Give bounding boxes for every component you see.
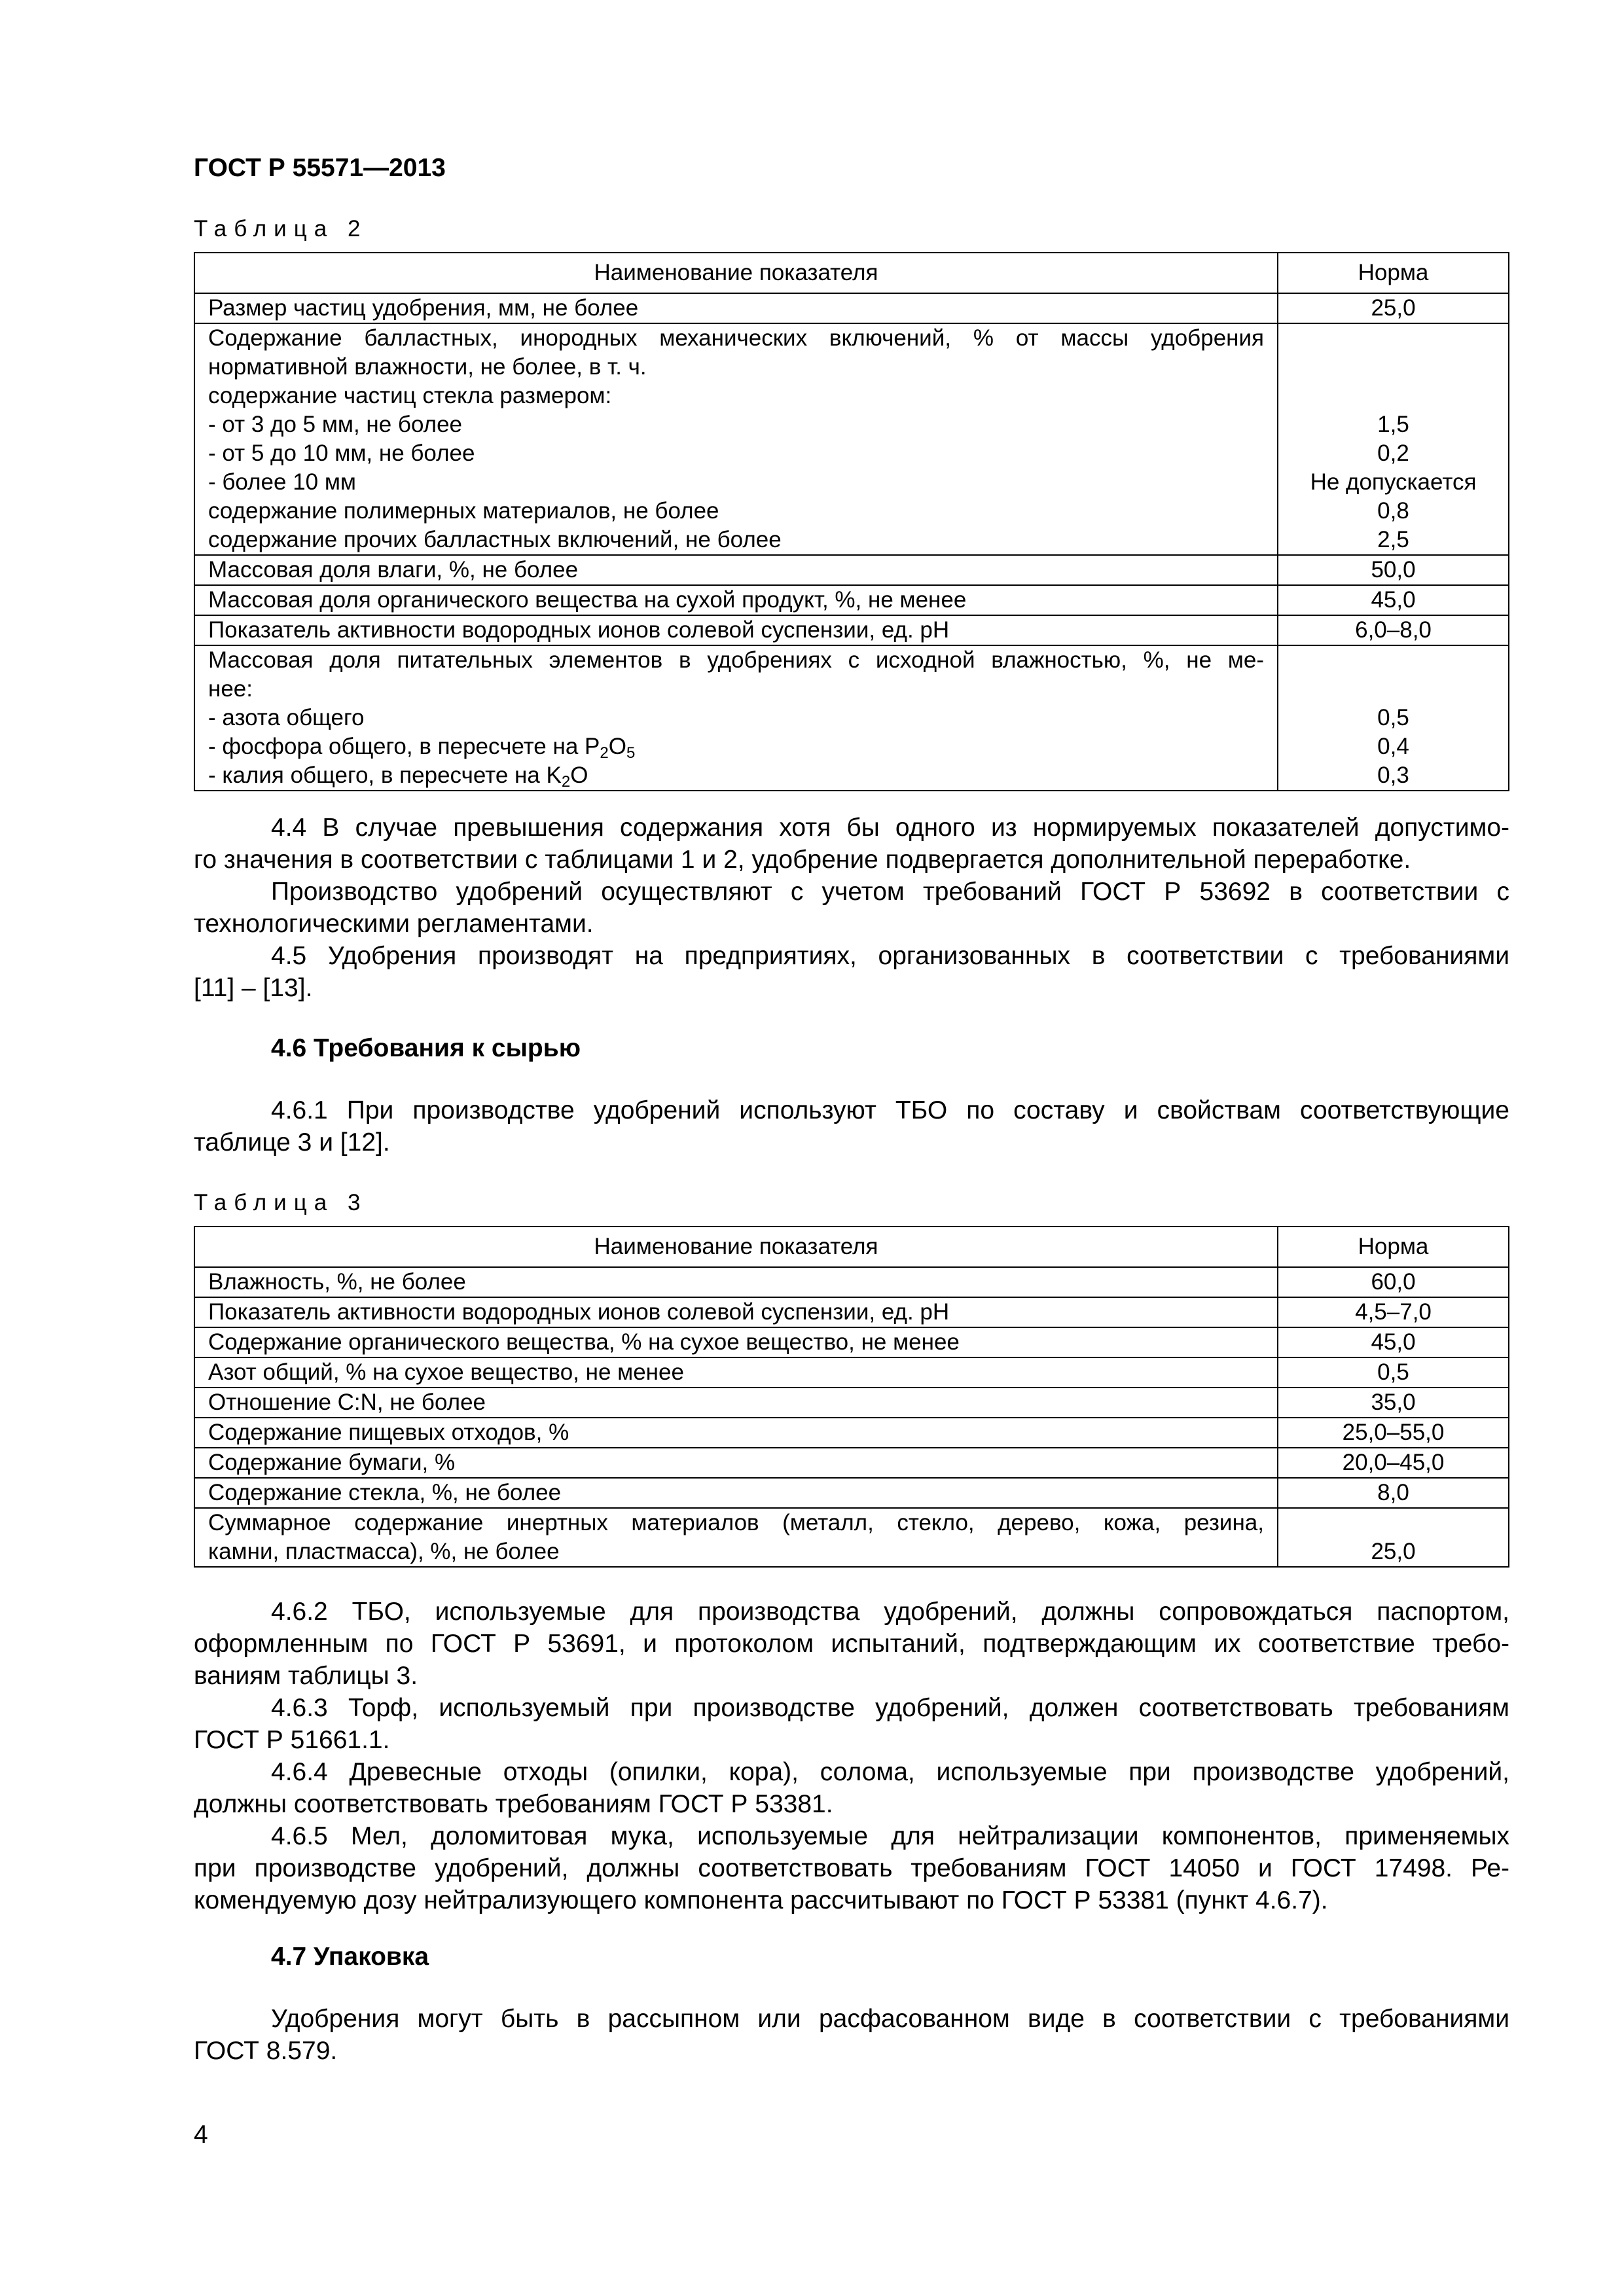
table-row [194, 293, 1509, 323]
norm-value-cell [1278, 1267, 1509, 1297]
norm-value: 0,2 [1377, 440, 1409, 466]
norm-value-cell [1278, 1357, 1509, 1388]
column-header-name: Наименование показателя [194, 1227, 1278, 1267]
norm-value: 50,0 [1371, 557, 1416, 583]
table-2-caption: Таблица 2 [194, 216, 368, 242]
norm-value-cell [1278, 1478, 1509, 1508]
text-line: таблице 3 и [12]. [194, 1128, 390, 1157]
subscript: 5 [626, 744, 636, 762]
text-line: при производстве удобрений, должны соответствовать требованиям ГОСТ 14050 и ГОСТ 17498. Ре- [194, 1854, 1509, 1882]
table-header-row [194, 1227, 1509, 1267]
text-line: Удобрения могут быть в рассыпном или расфасованном виде в соответствии с требованиями [271, 2005, 1509, 2033]
text-line: 4.6.3 Торф, используемый при производстве удобрений, должен соответствовать требованиям [271, 1694, 1509, 1722]
indicator-name-line: - азота общего [208, 705, 365, 730]
text-line: го значения в соответствии с таблицами 1 и 2, удобрение подвергается дополнительной переработке. [194, 846, 1411, 874]
paragraph-production [194, 876, 1509, 940]
norm-value-cell [1278, 293, 1509, 323]
norm-value-cell [1278, 615, 1509, 645]
indicator-name-cell [194, 615, 1278, 645]
text-line: 4.6.1 При производстве удобрений используют ТБО по составу и свойствам соответствующие [271, 1096, 1509, 1124]
formula-text: - калия общего, в пересчете на K [208, 762, 562, 788]
norm-value [1284, 382, 1503, 410]
indicator-name-line: Массовая доля влаги, %, не более [208, 557, 579, 583]
indicator-name-cell [194, 323, 1278, 555]
indicator-name-line: - более 10 мм [208, 469, 356, 495]
section-heading-4-6: 4.6 Требования к сырью [271, 1034, 581, 1062]
table-row [194, 1297, 1509, 1327]
indicator-name-cell [194, 645, 1278, 791]
paragraph-4-6-4 [194, 1756, 1509, 1820]
formula-text: O [608, 734, 626, 759]
indicator-name-cell [194, 1267, 1278, 1297]
indicator-name-line: нормативной влажности, не более, в т. ч. [208, 354, 647, 380]
indicator-name-line: Содержание стекла, %, не более [208, 1480, 562, 1505]
column-header-norm: Норма [1278, 1227, 1509, 1267]
indicator-name-line: Массовая доля органического вещества на сухой продукт, %, не менее [208, 587, 967, 613]
indicator-name-line: - от 3 до 5 мм, не более [208, 412, 463, 437]
table-row [194, 1388, 1509, 1418]
norm-value: 25,0–55,0 [1342, 1420, 1445, 1445]
text-line: Производство удобрений осуществляют с учетом требований ГОСТ Р 53692 в соответствии с [271, 878, 1509, 906]
paragraph-4-6-2 [194, 1596, 1509, 1692]
norm-value: Не допускается [1310, 469, 1477, 495]
norm-value: 45,0 [1371, 1329, 1416, 1355]
paragraph-4-6-1 [194, 1094, 1509, 1158]
indicator-name-cell [194, 1418, 1278, 1448]
norm-value: 0,5 [1377, 705, 1409, 730]
indicator-name-line: содержание частиц стекла размером: [208, 383, 612, 408]
table-row [194, 1267, 1509, 1297]
indicator-name-line: содержание прочих балластных включений, не более [208, 527, 782, 552]
indicator-name-line: Суммарное содержание инертных материалов (металл, стекло, дерево, кожа, резина, [208, 1510, 1264, 1535]
table-row [194, 645, 1509, 791]
table-row [194, 1478, 1509, 1508]
indicator-name-cell [194, 585, 1278, 615]
indicator-name-line: Влажность, %, не более [208, 1269, 466, 1295]
norm-value: 0,3 [1377, 762, 1409, 788]
table-row [194, 1418, 1509, 1448]
indicator-name-line: Содержание органического вещества, % на сухое вещество, не менее [208, 1329, 960, 1355]
norm-value-cell [1278, 1388, 1509, 1418]
indicator-name-line: Массовая доля питательных элементов в удобрениях с исходной влажностью, %, не ме- [208, 647, 1264, 673]
norm-value: 4,5–7,0 [1355, 1299, 1432, 1325]
norm-value: 1,5 [1377, 412, 1409, 437]
indicator-name-line: Содержание пищевых отходов, % [208, 1420, 569, 1445]
norm-value-cell [1278, 555, 1509, 585]
norm-value: 0,4 [1377, 734, 1409, 759]
norm-value-cell [1278, 1297, 1509, 1327]
text-line: ваниям таблицы 3. [194, 1662, 418, 1690]
table-row [194, 615, 1509, 645]
subscript: 2 [561, 773, 571, 791]
indicator-name-cell [194, 1448, 1278, 1478]
norm-value [1284, 353, 1503, 382]
norm-value [1284, 646, 1503, 675]
paragraph-4-6-3 [194, 1692, 1509, 1756]
indicator-name-line: Показатель активности водородных ионов солевой суспензии, ед. pH [208, 1299, 950, 1325]
section-heading-4-7: 4.7 Упаковка [271, 1943, 429, 1971]
indicator-name-cell [194, 555, 1278, 585]
text-line: ГОСТ Р 51661.1. [194, 1726, 390, 1754]
norm-value: 45,0 [1371, 587, 1416, 613]
norm-value [1284, 1509, 1503, 1537]
text-line: 4.5 Удобрения производят на предприятиях, организованных в соответствии с требованиями [271, 942, 1509, 970]
indicator-name-cell [194, 1388, 1278, 1418]
table-row [194, 1508, 1509, 1567]
indicator-name-cell [194, 1327, 1278, 1357]
indicator-name-line [208, 761, 1264, 790]
norm-value-cell [1278, 1508, 1509, 1567]
document-id: ГОСТ Р 55571—2013 [194, 154, 446, 182]
norm-value-cell [1278, 1448, 1509, 1478]
text-line: 4.6.5 Мел, доломитовая мука, используемые для нейтрализации компонентов, применяемых [271, 1822, 1509, 1850]
indicator-name-line: Азот общий, % на сухое вещество, не менее [208, 1359, 684, 1385]
table-row [194, 1357, 1509, 1388]
indicator-name-cell [194, 1297, 1278, 1327]
indicator-name-line: Содержание бумаги, % [208, 1450, 456, 1475]
norm-value: 25,0 [1371, 1539, 1416, 1564]
indicator-name-line: Размер частиц удобрения, мм, не более [208, 295, 639, 321]
column-header-name: Наименование показателя [194, 253, 1278, 293]
text-line: комендуемую дозу нейтрализующего компонента рассчитывают по ГОСТ Р 53381 (пункт 4.6.7). [194, 1886, 1328, 1914]
table-row [194, 1327, 1509, 1357]
text-line: технологическими регламентами. [194, 910, 594, 938]
paragraph-4-6-5 [194, 1820, 1509, 1916]
text-line: ГОСТ 8.579. [194, 2037, 338, 2065]
norm-value [1284, 324, 1503, 353]
indicator-name-line: Показатель активности водородных ионов солевой суспензии, ед. pH [208, 617, 950, 643]
norm-value-cell [1278, 1327, 1509, 1357]
norm-value: 8,0 [1377, 1480, 1409, 1505]
text-line: 4.6.2 ТБО, используемые для производства удобрений, должны сопровождаться паспортом, [271, 1598, 1509, 1626]
table-row [194, 585, 1509, 615]
indicator-name-cell [194, 1508, 1278, 1567]
indicator-name-line: - от 5 до 10 мм, не более [208, 440, 475, 466]
norm-value: 0,5 [1377, 1359, 1409, 1385]
table-row [194, 323, 1509, 555]
paragraph-4-4 [194, 812, 1509, 876]
indicator-name-cell [194, 293, 1278, 323]
formula-text: O [570, 762, 588, 788]
table-3 [194, 1226, 1509, 1568]
text-line: оформленным по ГОСТ Р 53691, и протоколом испытаний, подтверждающим их соответствие требо- [194, 1630, 1509, 1658]
norm-value-cell [1278, 585, 1509, 615]
norm-value: 0,8 [1377, 498, 1409, 524]
paragraph-4-5 [194, 940, 1509, 1004]
text-line: 4.4 В случае превышения содержания хотя бы одного из нормируемых показателей допустимо- [271, 814, 1509, 842]
table-row [194, 555, 1509, 585]
indicator-name-cell [194, 1357, 1278, 1388]
column-header-norm: Норма [1278, 253, 1509, 293]
table-3-caption: Таблица 3 [194, 1190, 368, 1215]
indicator-name-line: Содержание балластных, инородных механических включений, % от массы удобрения [208, 325, 1264, 351]
page-number: 4 [194, 2121, 208, 2149]
formula-text: - фосфора общего, в пересчете на P [208, 734, 600, 759]
norm-value-cell [1278, 323, 1509, 555]
norm-value: 25,0 [1371, 295, 1416, 321]
indicator-name-line: нее: [208, 676, 253, 702]
norm-value: 20,0–45,0 [1342, 1450, 1445, 1475]
indicator-name-line [208, 732, 1264, 761]
norm-value: 60,0 [1371, 1269, 1416, 1295]
indicator-name-line: камни, пластмасса), %, не более [208, 1539, 560, 1564]
norm-value-cell [1278, 645, 1509, 791]
text-line: [11] – [13]. [194, 974, 313, 1002]
table-header-row [194, 253, 1509, 293]
norm-value: 6,0–8,0 [1355, 617, 1432, 643]
norm-value: 2,5 [1377, 527, 1409, 552]
norm-value-cell [1278, 1418, 1509, 1448]
subscript: 2 [600, 744, 609, 762]
table-2 [194, 252, 1509, 791]
norm-value: 35,0 [1371, 1390, 1416, 1415]
norm-value [1284, 675, 1503, 704]
table-row [194, 1448, 1509, 1478]
text-line: 4.6.4 Древесные отходы (опилки, кора), солома, используемые при производстве удобрений, [271, 1758, 1509, 1786]
indicator-name-line: содержание полимерных материалов, не более [208, 498, 719, 524]
indicator-name-line: Отношение C:N, не более [208, 1390, 486, 1415]
indicator-name-cell [194, 1478, 1278, 1508]
text-line: должны соответствовать требованиям ГОСТ Р 53381. [194, 1790, 833, 1818]
paragraph-4-7 [194, 2003, 1509, 2067]
